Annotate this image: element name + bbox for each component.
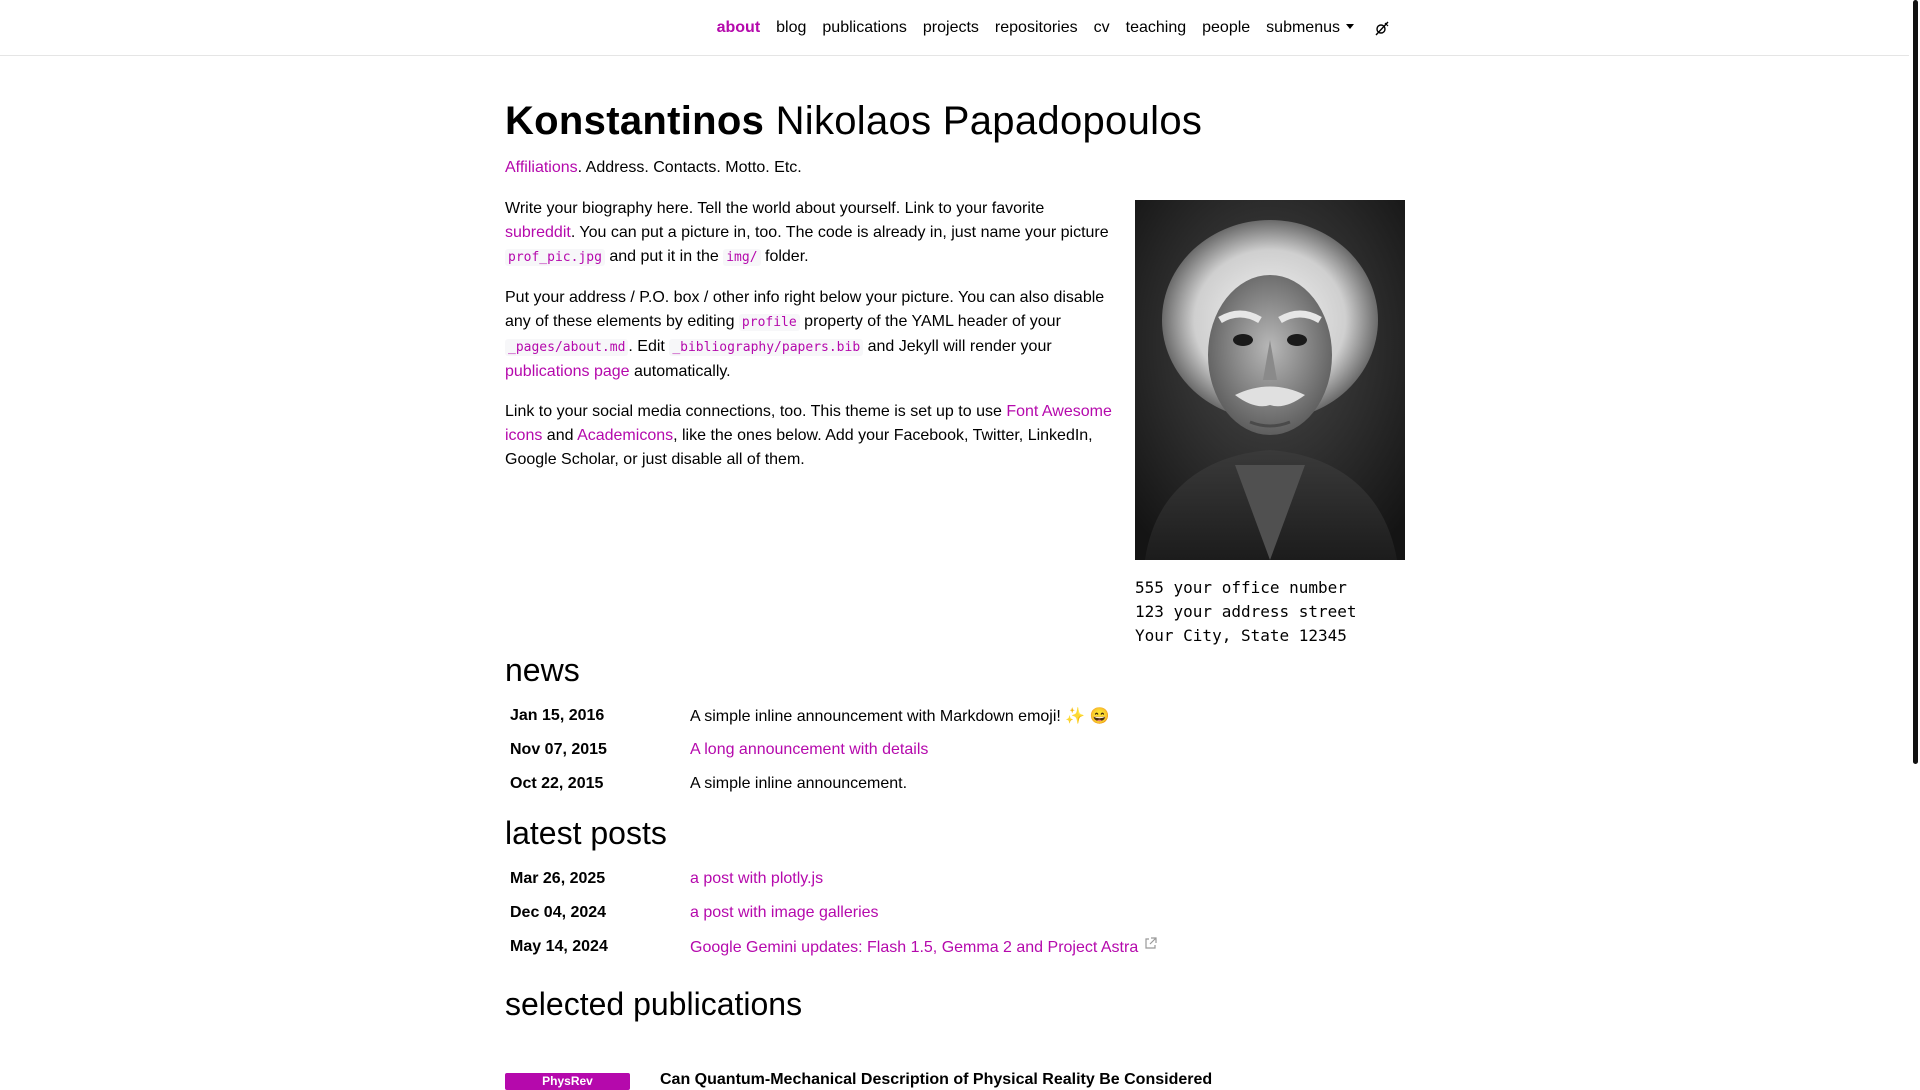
biography: [505, 197, 1115, 472]
bio-text: and put it in the: [604, 248, 724, 265]
theme-toggle-icon: [1374, 20, 1390, 36]
post-date: Mar 26, 2025: [510, 870, 606, 888]
publication-title: Can Quantum-Mechanical Description of Physical Reality Be Considered: [660, 1071, 1213, 1089]
post-external-wrapper: [690, 937, 1157, 957]
publications-page-link[interactable]: publications page: [505, 363, 630, 380]
title-first-name: Konstantinos: [505, 99, 765, 143]
bio-text: and Jekyll will render your: [863, 338, 1052, 355]
post-item: [505, 930, 1405, 964]
title-rest-name: Nikolaos Papadopoulos: [764, 99, 1203, 143]
news-text: A simple inline announcement.: [690, 775, 908, 793]
code-snippet: _pages/about.md: [505, 339, 628, 356]
page-title: [505, 96, 1405, 146]
publication-item: [505, 1071, 1405, 1090]
page-scrollbar[interactable]: [1909, 0, 1920, 1080]
post-date: May 14, 2024: [510, 938, 608, 956]
bio-paragraph: [505, 400, 1115, 472]
news-link[interactable]: A long announcement with details: [690, 741, 929, 759]
post-item: [505, 896, 1405, 930]
code-snippet: img/: [723, 249, 760, 266]
code-snippet: _bibliography/papers.bib: [669, 339, 863, 356]
nav-item-publications[interactable]: publications: [822, 18, 907, 36]
nav-item-blog[interactable]: blog: [776, 18, 807, 36]
news-section: [505, 651, 1405, 801]
news-date: Nov 07, 2015: [510, 741, 607, 759]
affiliations-link[interactable]: Affiliations: [505, 159, 578, 176]
chevron-down-icon: [1346, 24, 1354, 29]
address-line: 123 your address street: [1135, 602, 1357, 621]
bio-paragraph: [505, 286, 1115, 384]
navbar: [0, 0, 1909, 56]
theme-toggle-button[interactable]: [1362, 20, 1398, 36]
main-content: [505, 96, 1405, 1089]
bio-text: , like the ones below. Add your Facebook, Twitter, LinkedIn, Google Scholar, or just disable all of them.: [505, 427, 1093, 468]
profile-description: [505, 158, 1405, 178]
nav-item-repositories[interactable]: repositories: [994, 18, 1078, 36]
nav-item-people[interactable]: people: [1202, 18, 1251, 36]
nav-item-teaching[interactable]: teaching: [1125, 18, 1187, 36]
post-link[interactable]: a post with plotly.js: [690, 870, 824, 888]
code-snippet: profile: [739, 314, 800, 331]
post-date: Dec 04, 2024: [510, 904, 607, 922]
nav-item-submenus[interactable]: [1258, 19, 1362, 37]
post-link[interactable]: a post with image galleries: [690, 904, 879, 922]
news-date: Oct 22, 2015: [510, 775, 604, 793]
publication-badge: PhysRev: [505, 1073, 630, 1090]
address-block: [1135, 576, 1405, 648]
bio-text: property of the YAML header of your: [799, 313, 1061, 330]
description-text: . Address. Contacts. Motto. Etc.: [577, 159, 802, 176]
news-list: [505, 699, 1405, 801]
post-item: [505, 862, 1405, 896]
bio-text: . You can put a picture in, too. The code is already in, just name your picture: [570, 224, 1109, 241]
nav-menu: [709, 0, 1398, 55]
subreddit-link[interactable]: subreddit: [505, 224, 571, 241]
bio-paragraph: [505, 197, 1115, 270]
font-awesome-link[interactable]: Font Awesome icons: [505, 403, 1112, 444]
profile-card: [1135, 200, 1405, 648]
code-snippet: prof_pic.jpg: [505, 249, 605, 266]
news-item: [505, 733, 1405, 767]
news-text: A simple inline announcement with Markdown emoji! ✨ 😄: [690, 708, 1110, 726]
news-date: Jan 15, 2016: [510, 707, 605, 725]
news-heading[interactable]: news: [505, 652, 580, 688]
nav-item-projects[interactable]: projects: [922, 18, 979, 36]
nav-item-about[interactable]: about: [716, 18, 761, 36]
external-link-icon: [1144, 937, 1157, 950]
scrollbar-thumb[interactable]: [1913, 0, 1918, 764]
publications-section: [505, 985, 1405, 1090]
submenus-label: submenus: [1266, 18, 1340, 36]
latest-posts-section: [505, 814, 1405, 964]
news-item: [505, 767, 1405, 801]
publications-heading[interactable]: selected publications: [505, 986, 803, 1022]
nav-item-cv[interactable]: cv: [1093, 18, 1110, 36]
posts-list: [505, 862, 1405, 964]
address-line: Your City, State 12345: [1135, 626, 1347, 645]
academicons-link[interactable]: Academicons: [577, 427, 674, 444]
profile-picture: [1135, 200, 1405, 560]
bio-text: . Edit: [628, 338, 670, 355]
address-line: 555 your office number: [1135, 578, 1347, 597]
post-link[interactable]: Google Gemini updates: Flash 1.5, Gemma 2 and Project Astra: [690, 939, 1139, 957]
bio-text: Write your biography here. Tell the world about yourself. Link to your favorite: [505, 200, 1045, 217]
latest-posts-heading[interactable]: latest posts: [505, 815, 667, 851]
bio-text: Put your address / P.O. box / other info right below your picture. You can also disable any of these elements by editing: [505, 289, 1105, 330]
bio-text: Link to your social media connections, too. This theme is set up to use: [505, 403, 1007, 420]
news-item: [505, 699, 1405, 733]
bio-text: automatically.: [629, 363, 731, 380]
bio-text: and: [542, 427, 578, 444]
bio-text: folder.: [760, 248, 809, 265]
